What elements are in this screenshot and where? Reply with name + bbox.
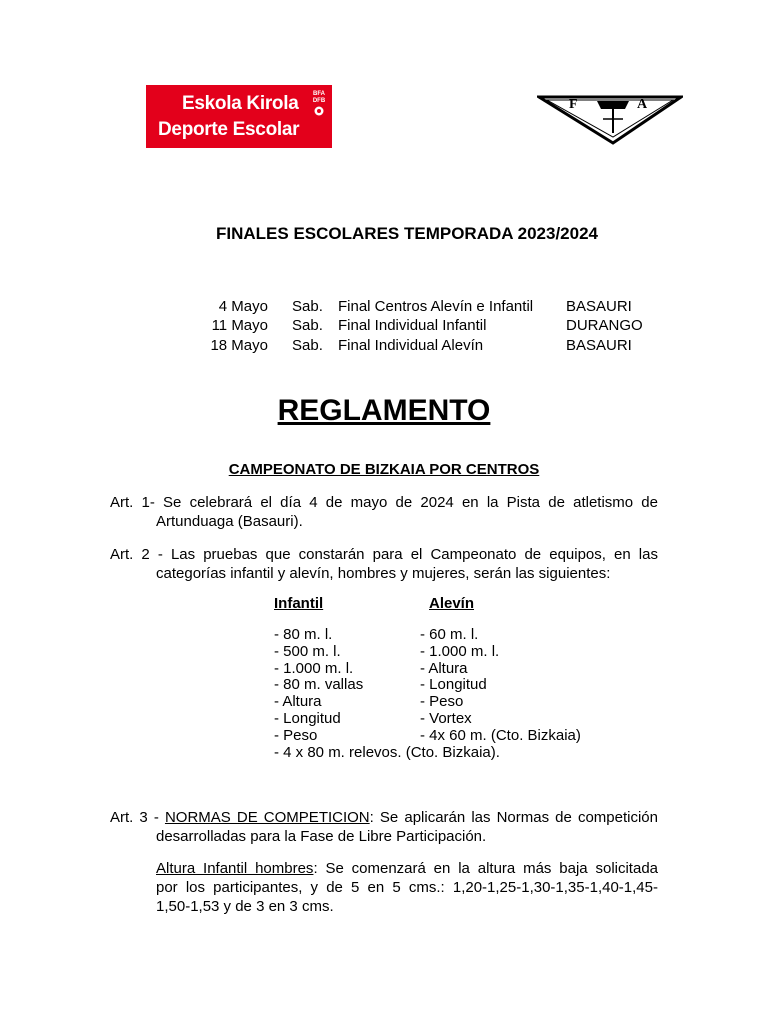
list-item: - 60 m. l. bbox=[420, 626, 479, 643]
list-item: - 4x 60 m. (Cto. Bizkaia) bbox=[420, 726, 581, 744]
altura-line1 bbox=[156, 859, 658, 878]
schedule-date: 18 Mayo bbox=[210, 337, 268, 354]
article-3-line2: desarrolladas para la Fase de Libre Participación. bbox=[156, 828, 487, 845]
federation-emblem-icon bbox=[537, 95, 683, 147]
list-item: - Longitud bbox=[420, 676, 487, 694]
list-item: - Altura bbox=[420, 659, 468, 677]
list-item: - Vortex bbox=[420, 709, 472, 727]
page-title bbox=[0, 224, 768, 244]
infantil-header: Infantil bbox=[274, 595, 324, 612]
schedule-place: BASAURI bbox=[566, 337, 632, 354]
altura-line2: por los participantes, y de 5 en 5 cms.: 1,20-1,25-1,30-1,35-1,40-1,45- bbox=[156, 879, 658, 896]
schedule-event: Final Individual Infantil bbox=[338, 317, 487, 334]
alevin-header: Alevín bbox=[429, 595, 475, 612]
logo-line1: Eskola Kirola bbox=[182, 93, 299, 114]
reglamento-heading: REGLAMENTO bbox=[277, 394, 491, 427]
altura-paragraph bbox=[110, 859, 658, 916]
alevin-list bbox=[420, 627, 581, 745]
schedule-day: Sab. bbox=[292, 298, 323, 315]
schedule-place: DURANGO bbox=[566, 317, 643, 334]
bfa-dfb-badge bbox=[312, 91, 326, 123]
article-3-heading: NORMAS DE COMPETICION bbox=[164, 809, 370, 826]
badge-top: BFA bbox=[313, 91, 325, 97]
schedule-place: BASAURI bbox=[566, 298, 632, 315]
schedule-date: 11 Mayo bbox=[211, 317, 268, 334]
schedule-row bbox=[0, 298, 768, 318]
list-item: - Peso bbox=[274, 726, 318, 744]
article-3-line1 bbox=[110, 808, 658, 827]
article-1 bbox=[110, 493, 658, 531]
page-title-text: FINALES ESCOLARES TEMPORADA 2023/2024 bbox=[216, 224, 598, 243]
article-1-line1: Art. 1- Se celebrará el día 4 de mayo de 2024 en la Pista de atletismo de bbox=[110, 494, 658, 511]
logo-letter-right: A bbox=[637, 97, 648, 112]
schedule-row bbox=[0, 317, 768, 337]
list-item: - Altura bbox=[274, 693, 322, 711]
article-2-line2: categorías infantil y alevín, hombres y mujeres, serán las siguientes: bbox=[156, 565, 611, 582]
logo-letter-left: F bbox=[569, 97, 578, 112]
article-2 bbox=[110, 545, 658, 583]
altura-line3: 1,50-1,53 y de 3 en 3 cms. bbox=[156, 898, 334, 915]
list-item: - 4 x 80 m. relevos. (Cto. Bizkaia). bbox=[274, 743, 500, 761]
list-item: - Peso bbox=[420, 693, 464, 711]
altura-rest: : Se comenzará en la altura más baja solicitada bbox=[313, 860, 659, 877]
article-3 bbox=[110, 808, 658, 846]
eskola-kirola-logo bbox=[146, 85, 332, 148]
list-item: - 500 m. l. bbox=[274, 642, 341, 660]
federation-logo bbox=[537, 95, 683, 147]
schedule-day: Sab. bbox=[292, 317, 323, 334]
schedule-row bbox=[0, 337, 768, 357]
logo-line2: Deporte Escolar bbox=[158, 119, 300, 140]
schedule-day: Sab. bbox=[292, 337, 323, 354]
schedule-event: Final Individual Alevín bbox=[338, 337, 484, 354]
article-1-line2: Artunduaga (Basauri). bbox=[156, 513, 303, 530]
article-2-line1: Art. 2 - Las pruebas que constarán para el Campeonato de equipos, en las bbox=[110, 546, 658, 563]
badge-emblem-icon bbox=[313, 105, 325, 117]
list-item: - 1.000 m. l. bbox=[420, 642, 500, 660]
schedule-event: Final Centros Alevín e Infantil bbox=[338, 298, 534, 315]
schedule-date: 4 Mayo bbox=[218, 298, 268, 315]
section-title: CAMPEONATO DE BIZKAIA POR CENTROS bbox=[228, 461, 540, 478]
altura-heading: Altura Infantil hombres bbox=[156, 860, 314, 877]
badge-bottom: DFB bbox=[312, 98, 326, 104]
list-item: - 80 m. l. bbox=[274, 626, 333, 643]
article-3-rest: : Se aplicarán las Normas de competición bbox=[369, 809, 658, 826]
list-item: - 1.000 m. l. bbox=[274, 659, 354, 677]
list-item: - Longitud bbox=[274, 709, 341, 727]
list-item: - 80 m. vallas bbox=[274, 676, 364, 694]
article-3-prefix: Art. 3 - bbox=[110, 809, 165, 826]
